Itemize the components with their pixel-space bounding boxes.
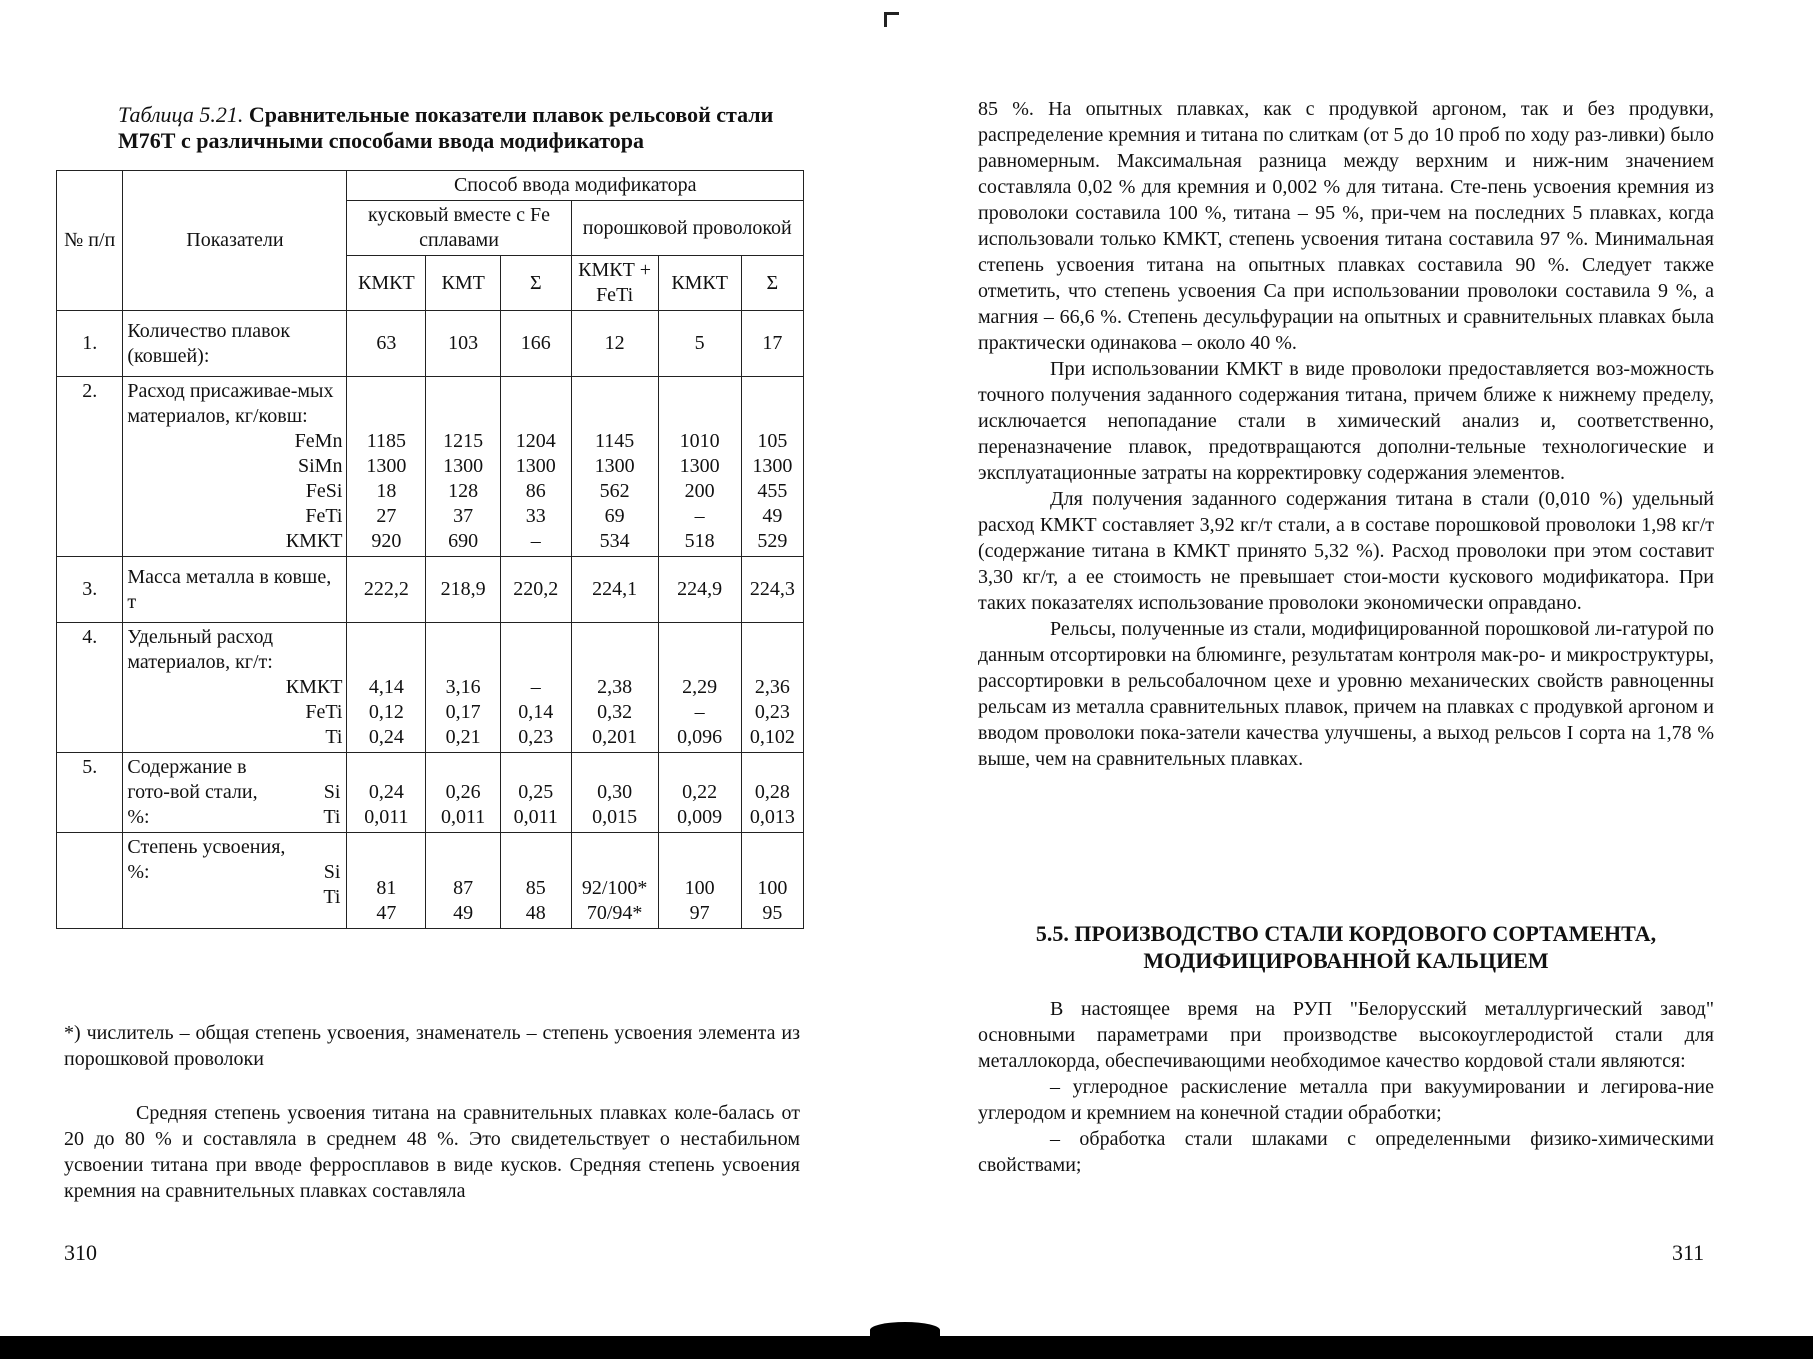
cell-stack xyxy=(426,833,501,929)
cell-stack xyxy=(658,753,741,833)
cell: 0,32 xyxy=(597,701,633,723)
cell-stack xyxy=(426,377,501,557)
cell: – xyxy=(530,530,541,552)
table-row xyxy=(57,557,804,623)
cell: 18 xyxy=(376,480,397,502)
item-name: FeTi xyxy=(305,505,343,527)
cell: 100 xyxy=(684,877,715,899)
right-page xyxy=(906,0,1813,1359)
cell: 1300 xyxy=(515,455,556,477)
cell-stack xyxy=(501,377,572,557)
cell-stack xyxy=(426,753,501,833)
cell-stack xyxy=(426,623,501,753)
header-method: Способ ввода модификатора xyxy=(347,171,804,201)
cell-stack xyxy=(501,753,572,833)
cell: 69 xyxy=(604,505,625,527)
cell-stack xyxy=(347,377,426,557)
cell: 0,011 xyxy=(364,806,409,828)
body-paragraph: Средняя степень усвоения титана на сравнительных плавках коле-балась от 20 до 80 % и составляла в среднем 48 %. Это свидетельствует о нестабильном усвоении титана при вводе ферросплавов в виде кусков. Средняя степень усвоения кремния на сравнительных плавках составляла xyxy=(64,1102,800,1202)
cell: 0,12 xyxy=(368,701,404,723)
right-text-block xyxy=(978,96,1714,772)
scan-bottom-edge xyxy=(0,1336,1813,1359)
cell: 0,24 xyxy=(368,781,404,803)
cell: 100 xyxy=(757,877,788,899)
row-label: Расход присаживае-мых материалов, кг/ковш: xyxy=(127,380,334,427)
cell-stack xyxy=(741,377,803,557)
comparison-table xyxy=(56,170,804,929)
cell: 1300 xyxy=(752,455,793,477)
list-item: – углеродное раскисление металла при вакуумировании и легирова-ние углеродом и кремнием на конечной стадии обработки; xyxy=(978,1076,1714,1124)
body-paragraph: В настоящее время на РУП "Белорусский металлургический завод" основными параметрами при производстве высокоуглеродистой стали для металлокорда, обеспечивающими необходимое качество кордовой стали являются: xyxy=(978,998,1714,1072)
row-label: Содержание в гото-вой стали, %: xyxy=(127,756,258,828)
cell: 2,29 xyxy=(682,676,718,698)
row-num: 4. xyxy=(57,623,123,753)
cell: 97 xyxy=(689,902,710,924)
page-number: 310 xyxy=(64,1240,97,1265)
cell-stack xyxy=(347,623,426,753)
item-name: КМКТ xyxy=(285,676,343,698)
cell: 0,011 xyxy=(513,806,558,828)
cell: 0,30 xyxy=(597,781,633,803)
cell: 3,16 xyxy=(445,676,481,698)
cell-stack xyxy=(741,833,803,929)
subheader: Σ xyxy=(501,256,572,311)
cell-stack xyxy=(501,623,572,753)
cell: – xyxy=(694,505,705,527)
body-paragraph: 85 %. На опытных плавках, как с продувкой аргоном, так и без продувки, распределение кремния и титана по слиткам (от 5 до 10 проб по ходу раз-ливки) было равномерным. Максимальная разница между верхним и ниж-ним значением составляла 0,02 % для кремния и 0,002 % для титана. Сте-пень усвоения кремния из проволоки составила 100 %, титана – 95 %, при-чем на последних 5 плавках, когда использовали только КМКТ, степень усвоения титана составила 97 %. Минимальная степень усвоения титана на опытных плавках составила 90 %. Следует также отметить, что степень усвоения Са при использовании проволоки составила 9 %, а магния – 66,6 %. Степень десульфурации на опытных и сравнительных плавках была практически одинакова – около 40 %. xyxy=(978,98,1714,354)
cell: 2,36 xyxy=(754,676,790,698)
cell: – xyxy=(694,701,705,723)
row-label: Удельный расход материалов, кг/т: xyxy=(127,626,274,673)
body-paragraph: При использовании КМКТ в виде проволоки предоставляется воз-можность точного получения заданного содержания титана, причем ближе к нижнему пределу, исключается непопадание стали в химический анализ и, соответственно, переназначение плавок, предотвращаются дополни-тельные технологические и эксплуатационные затраты на корректировку содержания элементов. xyxy=(978,358,1714,484)
row-num: 3. xyxy=(57,557,123,623)
body-paragraph: Рельсы, полученные из стали, модифицированной порошковой ли-гатурой по данным отсортировки на блюминге, результатам контроля мак-ро- и микроструктуры, рассортировки в рельсобалочном цехе и уровню механических свойств равноценны рельсам из металла сравнительных плавок, причем на плавках с продувкой аргоном и вводом проволоки пока-затели качества улучшены, а выход рельсов I сорта на 1,78 % выше, чем на сравнительных плавках. xyxy=(978,618,1714,770)
cell-stack xyxy=(571,833,658,929)
cell: 0,102 xyxy=(749,726,795,748)
cell-stack xyxy=(571,623,658,753)
table-row xyxy=(57,833,804,929)
left-page xyxy=(0,0,906,1359)
cell: 63 xyxy=(347,311,426,377)
cell: 0,015 xyxy=(592,806,638,828)
cell: 1300 xyxy=(443,455,484,477)
cell: 518 xyxy=(684,530,715,552)
cell: 103 xyxy=(426,311,501,377)
cell: 33 xyxy=(525,505,546,527)
cell: 0,28 xyxy=(754,781,790,803)
item-name: Ti xyxy=(323,886,341,908)
cell: 200 xyxy=(684,480,715,502)
cell: 95 xyxy=(762,902,783,924)
cell: 92/100* xyxy=(581,877,648,899)
item-name: Si xyxy=(323,861,341,883)
cell: 1300 xyxy=(679,455,720,477)
cell-stack xyxy=(501,833,572,929)
cell-stack xyxy=(571,753,658,833)
table-row xyxy=(57,377,804,557)
item-name: Si xyxy=(323,781,341,803)
cell: 4,14 xyxy=(368,676,404,698)
cell: 224,1 xyxy=(571,557,658,623)
cell: 224,3 xyxy=(741,557,803,623)
cell: 218,9 xyxy=(426,557,501,623)
item-names xyxy=(323,780,340,830)
row-num: 5. xyxy=(57,753,123,833)
cell: 85 xyxy=(525,877,546,899)
item-name: FeMn xyxy=(294,430,343,452)
cell: 0,23 xyxy=(518,726,554,748)
row-label: Степень усвоения, %: xyxy=(127,836,286,883)
subheader: КМКТ xyxy=(347,256,426,311)
header-num: № п/п xyxy=(57,171,123,311)
cell-stack xyxy=(658,377,741,557)
cell-stack xyxy=(347,753,426,833)
cell: 5 xyxy=(658,311,741,377)
cell: 17 xyxy=(741,311,803,377)
cell: 128 xyxy=(448,480,479,502)
cell: 0,013 xyxy=(749,806,795,828)
item-name: FeTi xyxy=(305,701,343,723)
cell: 1215 xyxy=(443,430,484,452)
cell: 562 xyxy=(599,480,630,502)
cell: 0,011 xyxy=(441,806,486,828)
cell: 105 xyxy=(757,430,788,452)
row-num-empty xyxy=(57,833,123,929)
cell-stack xyxy=(658,623,741,753)
caption-label: Таблица 5.21. xyxy=(118,102,244,127)
cell: 12 xyxy=(571,311,658,377)
page-number: 311 xyxy=(1672,1240,1705,1265)
caption-title: Сравнительные показатели плавок рельсовой стали М76Т с различными способами ввода модификатора xyxy=(118,102,774,153)
cell: 1185 xyxy=(366,430,407,452)
cell: 0,009 xyxy=(677,806,723,828)
cell: 529 xyxy=(757,530,788,552)
row-label-cell xyxy=(123,623,347,753)
item-name: FeSi xyxy=(305,480,343,502)
subheader: Σ xyxy=(741,256,803,311)
subheader: КМКТ + FeTi xyxy=(571,256,658,311)
cell-stack xyxy=(658,833,741,929)
cell: 534 xyxy=(599,530,630,552)
cell-stack xyxy=(571,377,658,557)
cell: 920 xyxy=(371,530,402,552)
item-name: КМКТ xyxy=(285,530,343,552)
cell: 87 xyxy=(453,877,474,899)
cell: 0,23 xyxy=(754,701,790,723)
subheader: КМТ xyxy=(426,256,501,311)
row-label: Количество плавок (ковшей): xyxy=(123,311,347,377)
table-footnote: *) числитель – общая степень усвоения, знаменатель – степень усвоения элемента из порошковой проволоки xyxy=(64,1022,800,1070)
cell: 220,2 xyxy=(501,557,572,623)
cell: 37 xyxy=(453,505,474,527)
row-label-cell xyxy=(123,377,347,557)
cell-stack xyxy=(741,623,803,753)
table-row xyxy=(57,753,804,833)
list-item: – обработка стали шлаками с определенными физико-химическими свойствами; xyxy=(978,1128,1714,1176)
body-paragraph: Для получения заданного содержания титана в стали (0,010 %) удельный расход КМКТ составляет 3,92 кг/т стали, а в составе порошковой проволоки 1,98 кг/т (содержание титана в КМКТ принято 5,32 %). Расход проволоки при этом составит 3,30 кг/т, а ее стоимость не превышает стои-мости кускового модификатора. При таких показателях использование проволоки экономически оправдано. xyxy=(978,488,1714,614)
header-wire: порошковой проволокой xyxy=(571,201,803,256)
item-name: Ti xyxy=(325,726,343,748)
row-num: 2. xyxy=(57,377,123,557)
cell: 49 xyxy=(762,505,783,527)
cell: 0,24 xyxy=(368,726,404,748)
cell: 0,26 xyxy=(445,781,481,803)
cell-stack xyxy=(741,753,803,833)
cell: 48 xyxy=(525,902,546,924)
cell: 0,25 xyxy=(518,781,554,803)
item-name: Ti xyxy=(323,806,341,828)
cell: 166 xyxy=(501,311,572,377)
cell: 1300 xyxy=(594,455,635,477)
cell: 0,22 xyxy=(682,781,718,803)
cell: 0,14 xyxy=(518,701,554,723)
header-row-1 xyxy=(57,171,804,201)
cell: 0,201 xyxy=(592,726,638,748)
cell: 1300 xyxy=(366,455,407,477)
cell: 455 xyxy=(757,480,788,502)
section-heading: 5.5. ПРОИЗВОДСТВО СТАЛИ КОРДОВОГО СОРТАМЕНТА, МОДИФИЦИРОВАННОЙ КАЛЬЦИЕМ xyxy=(1035,921,1657,973)
cell: 70/94* xyxy=(586,902,643,924)
cell: – xyxy=(530,676,541,698)
row-num: 1. xyxy=(57,311,123,377)
cell-stack xyxy=(347,833,426,929)
header-lump: кусковый вместе с Fe сплавами xyxy=(347,201,571,256)
subheader: КМКТ xyxy=(658,256,741,311)
item-names xyxy=(323,860,340,910)
cell: 49 xyxy=(453,902,474,924)
cell: 27 xyxy=(376,505,397,527)
row-label: Масса металла в ковше, т xyxy=(123,557,347,623)
cell: 0,17 xyxy=(445,701,481,723)
row-label-cell xyxy=(123,753,347,833)
cell: 1145 xyxy=(594,430,635,452)
cell: 1010 xyxy=(679,430,720,452)
table-row xyxy=(57,623,804,753)
table-row xyxy=(57,311,804,377)
cell: 1204 xyxy=(515,430,556,452)
cell: 222,2 xyxy=(347,557,426,623)
cell: 86 xyxy=(525,480,546,502)
cell: 47 xyxy=(376,902,397,924)
cell: 0,21 xyxy=(445,726,481,748)
table-caption xyxy=(118,102,798,154)
cell: 81 xyxy=(376,877,397,899)
header-indicators: Показатели xyxy=(123,171,347,311)
item-name: SiMn xyxy=(298,455,343,477)
cell: 0,096 xyxy=(677,726,723,748)
row-label-cell xyxy=(123,833,347,929)
cell: 2,38 xyxy=(597,676,633,698)
right-text-block-2 xyxy=(978,996,1714,1178)
cell: 224,9 xyxy=(658,557,741,623)
cell: 690 xyxy=(448,530,479,552)
